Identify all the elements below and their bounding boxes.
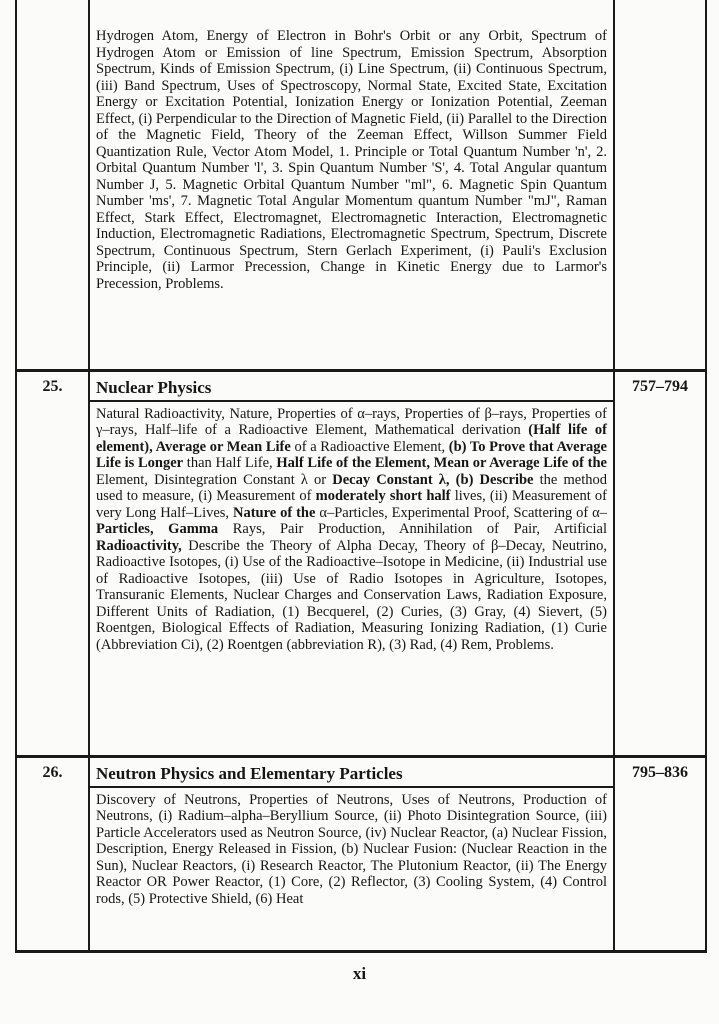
chapter-topics: Hydrogen Atom, Energy of Electron in Bohr's Orbit or any Orbit, Spectrum of Hydrogen Atom or Emission of line Spectrum, Emission Spectrum, Absorption Spectrum, Kinds of Emission Spectrum, (i) Line Spectrum, (ii) Continuous Spectrum, (iii) Band Spectrum, Uses of Spectroscopy, Normal State, Excited State, Excitation Energy or Excitation Potential, Ionization Energy or Ionization Potential, Zeeman Effect, (i) Perpendicular to the Direction of Magnetic Field, (ii) Parallel to the Direction of the Magnetic Field, Theory of the Zeeman Effect, Willson Summer Field Quantization Rule, Vector Atom Model, 1. Principle or Total Quantum Number 'n', 2. Orbital Quantum Number 'l', 3. Spin Quantum Number 'S', 4. Total Angular quantum Number J, 5. Magnetic Orbital Quantum Number "ml", 6. Magnetic Spin Quantum Number 'ms', 7. Magnetic Total Angular Momentum quantum Number "mJ", Raman Effect, Stark Effect, Electromagnet, Electromagnetic Interaction, Electromagnetic Induction, Electromagnetic Radiations, Electromagnetic Spectrum, Spectrum, Discrete Spectrum, Continuous Spectrum, Stern Gerlach Experiment, (i) Pauli's Exclusion Principle, (ii) Larmor Precession, Change in Kinetic Energy due to Larmor's Precession, Problems. <box>96 28 607 292</box>
page-range-cell <box>614 370 706 756</box>
chapter-title: Neutron Physics and Elementary Particles <box>90 758 613 788</box>
chapter-number: 25. <box>42 377 63 395</box>
chapter-body-cell <box>89 370 614 756</box>
table-row <box>16 370 706 756</box>
chapter-title: Nuclear Physics <box>90 372 613 402</box>
chapter-number-cell <box>16 0 89 370</box>
page-range-cell <box>614 756 706 951</box>
chapter-topics: Natural Radioactivity, Nature, Properties of α–rays, Properties of β–rays, Properties of γ–rays, Half–life of a Radioactive Element, Mathematical derivation (Half life of element), Average or Mean Life of a Radioactive Element, (b) To Prove that Average Life is Longer than Half Life, Half Life of the Element, Mean or Average Life of the Element, Disintegration Constant λ or Decay Constant λ, (b) Describe the method used to measure, (i) Measurement of moderately short half lives, (ii) Measurement of very Long Half–Lives, Nature of the α–Particles, Experimental Proof, Scattering of α–Particles, Gamma Rays, Pair Production, Annihilation of Pair, Artificial Radioactivity, Describe the Theory of Alpha Decay, Theory of β–Decay, Neutrino, Radioactive Isotopes, (i) Use of the Radioactive–Isotope in Medicine, (ii) Industrial use of Radioactive Isotopes, (iii) Use of Radio Isotopes in Agriculture, Isotopes, Transuranic Elements, Nuclear Charges and Conservation Laws, Radiation Exposure, Different Units of Radiation, (1) Becquerel, (2) Curies, (3) Gray, (4) Sievert, (5) Roentgen, Biological Effects of Radiation, Measuring Ionizing Radiation, (1) Curie (Abbreviation Ci), (2) Roentgen (abbreviation R), (3) Rad, (4) Rem, Problems. <box>96 405 608 653</box>
chapter-body-cell <box>89 756 614 951</box>
page-range: 757–794 <box>632 377 688 395</box>
page-range: 795–836 <box>632 763 688 781</box>
table-row <box>16 0 706 370</box>
chapter-number-cell <box>16 370 89 756</box>
page-range-cell <box>614 0 706 370</box>
chapter-number: 26. <box>42 763 63 781</box>
chapter-number-cell <box>16 756 89 951</box>
chapter-topics: Discovery of Neutrons, Properties of Neutrons, Uses of Neutrons, Production of Neutrons, (i) Radium–alpha–Beryllium Source, (ii) Photo Disintegration Source, (iii) Particle Accelerators used as Neutron Source, (iv) Nuclear Reactor, (a) Nuclear Fission, Description, Energy Released in Fission, (b) Nuclear Fusion: (Nuclear Reaction in the Sun), Nuclear Reactors, (i) Research Reactor, The Plutonium Reactor, (ii) The Energy Reactor OR Power Reactor, (1) Core, (2) Reflector, (3) Cooling System, (4) Control rods, (5) Protective Shield, (6) Heat <box>96 791 607 907</box>
chapter-body-cell <box>89 0 614 370</box>
page-number: xi <box>352 964 367 983</box>
table-row <box>16 756 706 951</box>
contents-table <box>15 0 707 953</box>
